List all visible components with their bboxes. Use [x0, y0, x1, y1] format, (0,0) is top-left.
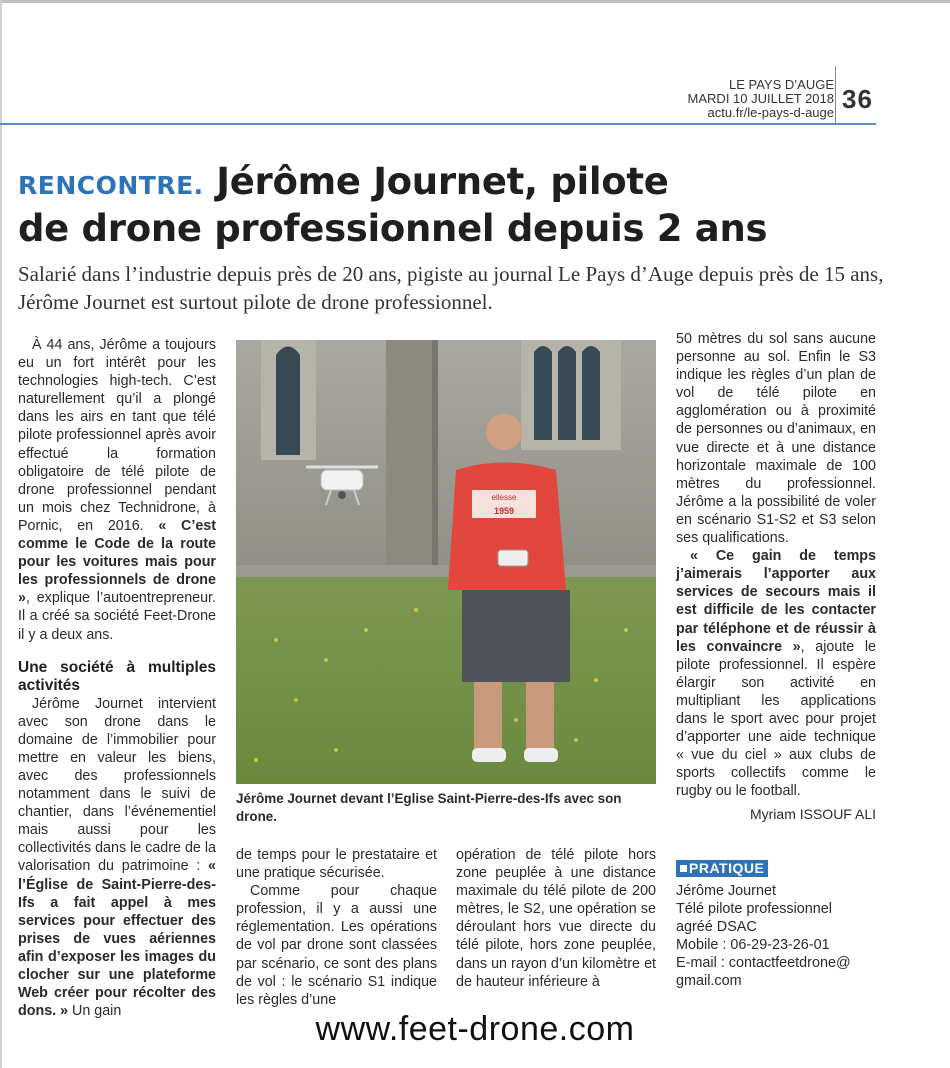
column-2-paragraph-2: Comme pour chaque profession, il y a aussi une réglementation. Les opérations de vol par drone sont classées par scénario, ce sont des plans de vol : le scénario S1 indique les règles d’une — [236, 883, 437, 1008]
quote-text: « C’est comme le Code de la route pour les voitures mais pour les professionnels de drone » — [18, 517, 216, 607]
column-4-paragraph-2 — [676, 547, 876, 800]
column-3-paragraph-1: opération de télé pilote hors zone peuplée à une distance maximale du télé pilote de 200 mètres, le S2, une opération se déroulant hors vue directe du télé pilote, hors zone peuplée, dans un rayon d’un kilomètre et de hauteur inférieure à — [456, 847, 656, 990]
shirt-year-text: 1959 — [493, 506, 515, 516]
photo-illustration — [236, 340, 656, 784]
masthead-url: actu.fr/le-pays-d-auge — [707, 105, 834, 120]
paragraph-text: , ajoute le pilote professionnel. Il espère élargir son activité en multipliant les applications dans le sport avec pour projet d’apporter une aide technique « vue du ciel » aux clubs de sports collectifs comme le rugby ou le football. — [676, 638, 877, 800]
headline-line-2: de drone professionnel depuis 2 ans — [18, 207, 768, 250]
paragraph-text: Jérôme Journet intervient avec son drone dans le domaine de l’immobilier pour mettre en valeur les biens, avec des professionnels notamment dans le suivi de chantier, dans l’événementiel mais aussi pour les collectivités dans le cadre de la valorisation du patrimoine : — [18, 695, 216, 875]
headline-kicker: RENCONTRE. — [18, 171, 204, 200]
page-left-border — [0, 0, 2, 1068]
article-column-3 — [456, 846, 656, 991]
article-column-2 — [236, 846, 437, 1009]
column-1-paragraph-1 — [18, 336, 216, 644]
quote-text: « Ce gain de temps j’aimerais l’apporter aux services de secours mais il est difficile de les contacter par téléphone et de réussir à les convaincre » — [676, 548, 876, 655]
pratique-name: Jérôme Journet — [676, 883, 776, 899]
pratique-email-2: gmail.com — [676, 973, 742, 990]
pratique-email-1: E-mail : contactfeetdrone@ — [676, 955, 851, 972]
pratique-info — [676, 882, 886, 991]
header-rule — [0, 123, 876, 125]
pratique-box-label — [676, 860, 768, 877]
shirt-brand-text: ellesse — [491, 493, 517, 502]
pratique-label-text: PRATIQUE — [689, 860, 765, 876]
article-column-1 — [18, 336, 216, 1020]
section-subhead: Une société à multiples activités — [18, 658, 216, 694]
square-bullet-icon — [680, 865, 687, 872]
column-4-paragraph-1: 50 mètres du sol sans aucune personne au sol. Enfin le S3 indique les règles d’un plan de vol de télé pilote en agglomération ou à proximité de personnes ou d’animaux, en vue directe et à une distance horizontale maximale de 100 mètres du professionnel. Jérôme a la possibilité de voler en scénario S1-S2 et S3 selon ses qualifications. — [676, 331, 876, 547]
column-2-paragraph-1: de temps pour le prestataire et une pratique sécurisée. — [236, 847, 437, 882]
website-link[interactable]: www.feet-drone.com — [315, 1010, 635, 1048]
article-column-4 — [676, 330, 876, 800]
pratique-role-2: agréé DSAC — [676, 919, 757, 936]
headline-line-1: Jérôme Journet, pilote — [216, 160, 669, 203]
column-1-paragraph-2 — [18, 695, 216, 1021]
pratique-role-1: Télé pilote professionnel — [676, 901, 832, 918]
article-photo — [236, 340, 656, 784]
quote-text: « l’Église de Saint-Pierre-des-Ifs a fait appel à mes services pour effectuer des prises de vues aériennes afin d’exposer les images du clocher sur une plateforme Web créer pour récolter des dons. » — [18, 858, 216, 1020]
masthead-date: MARDI 10 JUILLET 2018 — [687, 91, 834, 106]
pratique-mobile: Mobile : 06-29-23-26-01 — [676, 937, 830, 954]
page-top-border — [0, 0, 950, 3]
article-headline — [18, 160, 878, 250]
paragraph-text: À 44 ans, Jérôme a toujours eu un fort intérêt pour les technologies high-tech. C’est naturellement qu’il a plongé dans les airs en tant que télé pilote professionnel après avoir effectué la formation obligatoire de télé pilote de drone professionnel pendant un mois chez Technidrone, à Pornic, en 2016. — [18, 337, 216, 534]
photo-caption: Jérôme Journet devant l’Eglise Saint-Pierre-des-Ifs avec son drone. — [236, 791, 622, 824]
article-lead: Salarié dans l’industrie depuis près de 20 ans, pigiste au journal Le Pays d’Auge depuis près de 15 ans, Jérôme Journet est surtout pilote de drone professionnel. — [18, 262, 884, 314]
masthead-divider — [835, 66, 836, 124]
masthead — [688, 78, 834, 120]
page-number: 36 — [842, 84, 873, 114]
article-byline: Myriam ISSOUF ALI — [749, 806, 876, 822]
paragraph-text: Un gain — [68, 1003, 122, 1020]
masthead-paper: LE PAYS D’AUGE — [729, 77, 834, 92]
paragraph-text: , explique l’autoentrepreneur. Il a créé sa société Feet-Drone il y a deux ans. — [18, 590, 216, 643]
